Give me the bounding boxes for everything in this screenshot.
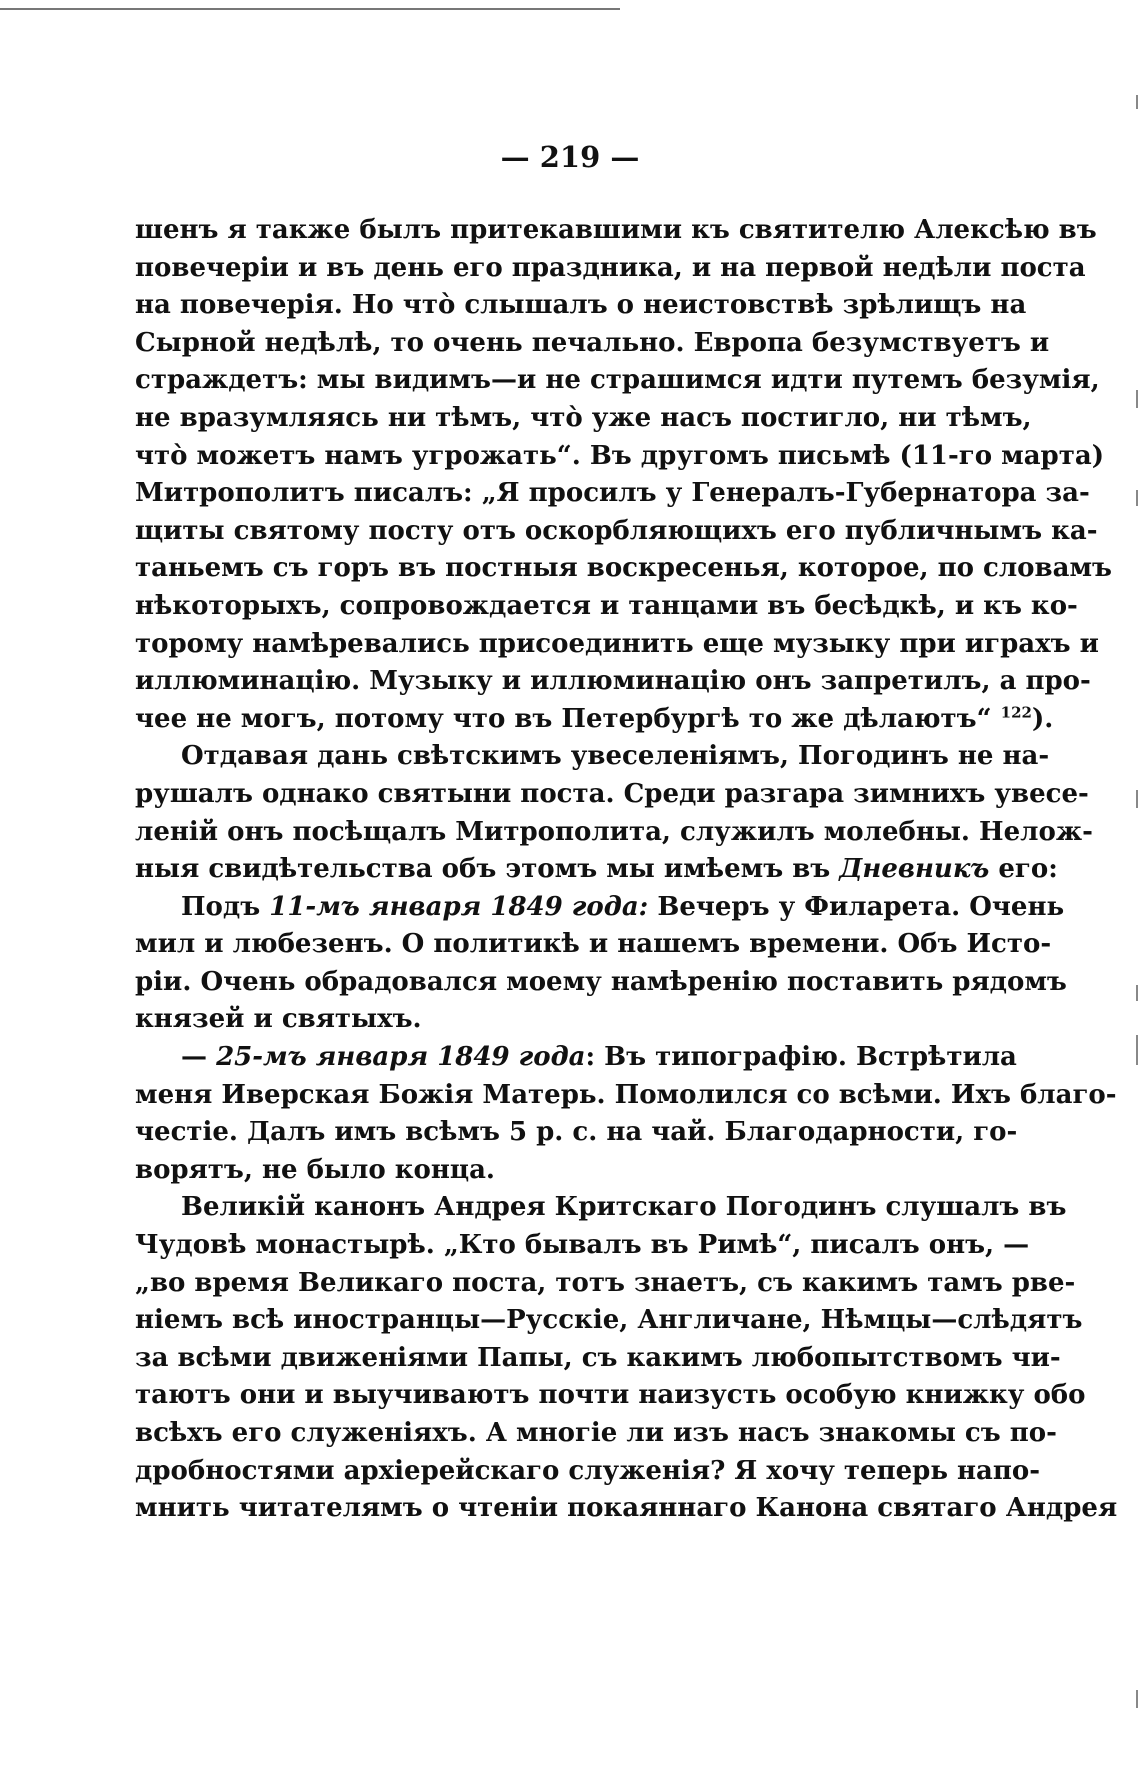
paragraph-start-line: Отдавая дань свѣтскимъ увеселеніямъ, Погодинъ не на- xyxy=(181,741,1050,772)
diary-date: 11-мъ января 1849 года: xyxy=(269,891,649,922)
scan-margin-mark xyxy=(1136,1690,1138,1708)
text-line: таютъ они и выучиваютъ почти наизусть особую книжку обо xyxy=(135,1380,1086,1411)
text-line-with-footnote xyxy=(135,701,1054,739)
text-line: Сырной недѣлѣ, то очень печально. Европа безумствуетъ и xyxy=(135,327,1050,358)
diary-entry-line xyxy=(135,1039,1017,1077)
text-line: Митрополитъ писалъ: „Я просилъ у Генералъ-Губернатора за- xyxy=(135,478,1090,509)
text-line: торому намѣревались присоединить еще музыку при играхъ и xyxy=(135,628,1099,659)
page-body xyxy=(135,212,1118,1528)
line-text: ныя свидѣтельства объ этомъ мы имѣемъ въ xyxy=(135,854,831,885)
text-line: за всѣми движеніями Папы, съ какимъ любопытствомъ чи- xyxy=(135,1342,1061,1373)
line-text: ). xyxy=(1031,703,1054,734)
text-line: леній онъ посѣщалъ Митрополита, служилъ молебны. Нелож- xyxy=(135,816,1093,847)
text-line: что̀ можетъ намъ угрожать“. Въ другомъ письмѣ (11-го марта) xyxy=(135,440,1104,471)
line-text: : Въ типографію. Встрѣтила xyxy=(585,1042,1017,1073)
text-line: шенъ я также былъ притекавшими къ святителю Алексѣю въ xyxy=(135,215,1097,245)
text-line: всѣхъ его служеніяхъ. А многіе ли изъ насъ знакомы съ по- xyxy=(135,1418,1057,1448)
diary-entry-line xyxy=(135,889,1065,927)
text-line: ворятъ, не было конца. xyxy=(135,1154,495,1185)
scan-margin-mark xyxy=(1136,1035,1138,1065)
text-line: не вразумляясь ни тѣмъ, что̀ уже насъ постигло, ни тѣмъ, xyxy=(135,402,1032,433)
line-text: — xyxy=(181,1042,207,1073)
text-line: меня Иверская Божія Матерь. Помолился со всѣми. Ихъ благо- xyxy=(135,1079,1117,1110)
text-line: повечеріи и въ день его праздника, и на первой недѣли поста xyxy=(135,252,1086,283)
text-line: щиты святому посту отъ оскорбляющихъ его публичнымъ ка- xyxy=(135,515,1098,546)
text-line: честіе. Далъ имъ всѣмъ 5 р. с. на чай. Благодарности, го- xyxy=(135,1117,1018,1148)
line-text: чее не могъ, потому что въ Петербургѣ то же дѣлаютъ“ xyxy=(135,703,992,734)
text-line: ріи. Очень обрадовался моему намѣренію поставить рядомъ xyxy=(135,966,1067,997)
text-line: нѣкоторыхъ, сопровождается и танцами въ бесѣдкѣ, и къ ко- xyxy=(135,590,1078,621)
scan-margin-mark xyxy=(1136,490,1138,506)
text-line: „во время Великаго поста, тотъ знаетъ, съ какимъ тамъ рве- xyxy=(135,1267,1076,1298)
line-text: его: xyxy=(998,854,1058,885)
text-line-with-italic xyxy=(135,851,1058,889)
scan-margin-mark xyxy=(1136,790,1138,808)
text-line: таньемъ съ горъ въ постныя воскресенья, которое, по словамъ xyxy=(135,553,1112,584)
diary-date: 25-мъ января 1849 года xyxy=(216,1042,586,1073)
line-text: Подъ xyxy=(181,891,261,922)
text-line: страждетъ: мы видимъ—и не страшимся идти путемъ безумія, xyxy=(135,365,1100,396)
text-line: мнить читателямъ о чтеніи покаяннаго Канона святаго Андрея xyxy=(135,1493,1118,1524)
text-line: на повечерія. Но что̀ слышалъ о неистовствѣ зрѣлищъ на xyxy=(135,290,1027,321)
text-line: иллюминацію. Музыку и иллюминацію онъ запретилъ, а про- xyxy=(135,666,1091,697)
text-line: рушалъ однако святыни поста. Среди разгара зимнихъ увесе- xyxy=(135,778,1089,809)
text-line: мил и любезенъ. О политикѣ и нашемъ времени. Объ Исто- xyxy=(135,929,1052,960)
line-text: Вечеръ у Филарета. Очень xyxy=(657,891,1065,922)
footnote-marker: 122 xyxy=(1000,703,1032,722)
page-number: — 219 — xyxy=(500,140,640,174)
scan-margin-mark xyxy=(1136,985,1138,1001)
text-line: ніемъ всѣ иностранцы—Русскіе, Англичане, Нѣмцы—слѣдятъ xyxy=(135,1305,1083,1336)
scan-margin-mark xyxy=(1136,95,1138,109)
text-line: Чудовѣ монастырѣ. „Кто бывалъ въ Римѣ“, писалъ онъ, — xyxy=(135,1230,1030,1261)
text-line: князей и святыхъ. xyxy=(135,1004,422,1035)
top-rule xyxy=(0,8,620,10)
paragraph-start-line: Великій канонъ Андрея Критскаго Погодинъ слушалъ въ xyxy=(181,1192,1067,1223)
text-line: дробностями архіерейскаго служенія? Я хочу теперь напо- xyxy=(135,1455,1041,1486)
italic-title: Дневникъ xyxy=(839,854,990,885)
scan-margin-mark xyxy=(1136,390,1138,408)
